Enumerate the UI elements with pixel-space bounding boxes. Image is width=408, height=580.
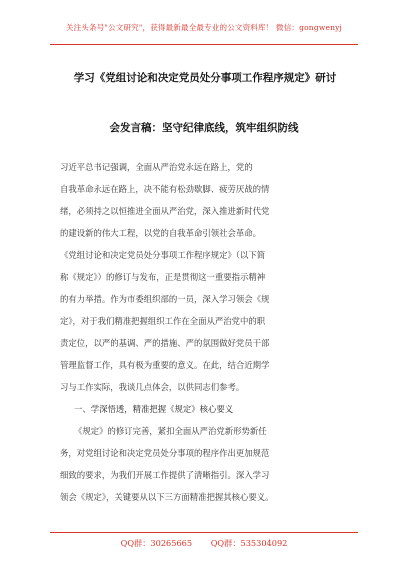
body-line: 自我革命永远在路上，决不能有松劲歇脚、疲劳厌战的情 bbox=[60, 184, 270, 194]
body-line: 的有力举措。作为市委组织部的一员，深入学习领会《规 bbox=[60, 294, 270, 304]
body-line: 《党组讨论和决定党员处分事项工作程序规定》（以下简 bbox=[60, 250, 266, 260]
footer-qq-group-2: QQ群：535304092 bbox=[210, 538, 288, 548]
body-line: 绪，必须持之以恒推进全面从严治党，深入推进新时代党 bbox=[60, 206, 270, 216]
body-line: 定》，对于我们精准把握组织工作在全面从严治党中的职 bbox=[60, 316, 266, 326]
body-line: 务，对党组讨论和决定党员处分事项的程序作出更加规范 bbox=[60, 448, 270, 458]
body-line: 责定位，以严的基调、严的措施、严的氛围做好党员干部 bbox=[60, 338, 270, 348]
body-line: 称《规定》）的修订与发布，正是贯彻这一重要指示精神 bbox=[60, 272, 266, 282]
footer-divider bbox=[50, 532, 358, 533]
body-line: 习近平总书记强调，全面从严治党永远在路上，党的 bbox=[60, 162, 253, 172]
header-divider bbox=[50, 44, 358, 45]
body-line: 习与工作实际，我谈几点体会，以供同志们参考。 bbox=[60, 382, 245, 392]
document-body bbox=[60, 156, 352, 508]
footer-qq-group-1: QQ群：30265665 bbox=[120, 538, 193, 548]
body-line: 的建设新的伟大工程，以党的自我革命引领社会革命。 bbox=[60, 228, 261, 238]
body-line: 《规定》的修订完善，紧扣全面从严治党新形势新任 bbox=[74, 426, 267, 436]
body-line: 细致的要求，为我们开展工作提供了清晰指引。深入学习 bbox=[60, 470, 270, 480]
header-banner: 关注头条号"公文研究"，获得最新最全最专业的公文资料库！ 微信：gongwenyj bbox=[65, 23, 343, 32]
section-heading: 一、学深悟透，精准把握《规定》核心要义 bbox=[74, 404, 234, 414]
document-subtitle: 会发言稿：坚守纪律底线，筑牢组织防线 bbox=[109, 122, 299, 134]
document-title: 学习《党组讨论和决定党员处分事项工作程序规定》研讨 bbox=[73, 72, 337, 84]
body-line: 领会《规定》，关键要从以下三方面精准把握其核心要义。 bbox=[60, 492, 274, 502]
body-line: 管理监督工作，具有极为重要的意义。在此，结合近期学 bbox=[60, 360, 270, 370]
footer bbox=[0, 538, 408, 549]
